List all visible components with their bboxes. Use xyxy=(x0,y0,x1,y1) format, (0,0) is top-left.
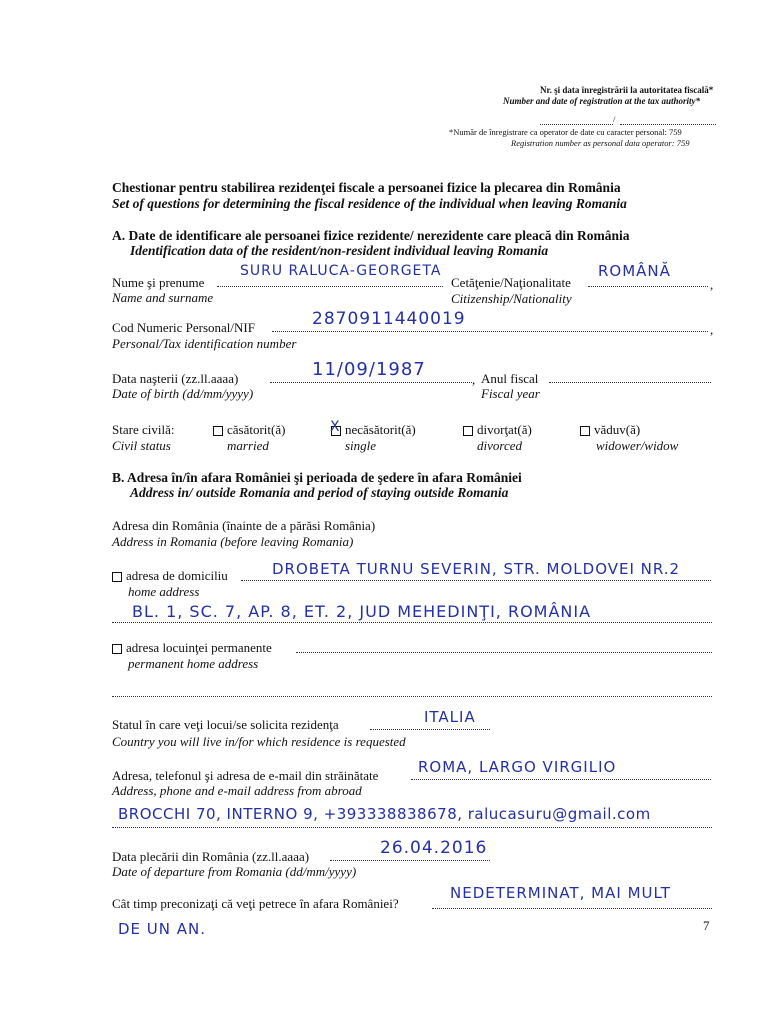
name-handwritten-value: SURU RALUCA-GEORGETA xyxy=(240,263,442,279)
home-address-checkbox[interactable] xyxy=(112,572,122,582)
permanent-address-field-line[interactable] xyxy=(296,652,712,653)
married-label-ro: căsătorit(ă) xyxy=(227,422,286,437)
single-label-en: single xyxy=(345,438,377,453)
fiscal-year-label-en: Fiscal year xyxy=(481,386,540,401)
cnp-handwritten-value: 2870911440019 xyxy=(312,309,466,329)
citizenship-field-line[interactable] xyxy=(588,286,708,287)
section-b-title-ro: B. Adresa în/în afara României şi perioada de şedere în afara României xyxy=(112,470,522,485)
registration-number-field[interactable] xyxy=(540,124,613,125)
abroad-address-handwritten-line1: ROMA, LARGO VIRGILIO xyxy=(418,758,617,776)
dob-label-en: Date of birth (dd/mm/yyyy) xyxy=(112,386,254,401)
name-field-line[interactable] xyxy=(217,286,443,287)
cnp-label-ro: Cod Numeric Personal/NIF xyxy=(112,320,255,335)
abroad-address-label-ro: Adresa, telefonul şi adresa de e-mail din străinătate xyxy=(112,768,379,783)
state-label-en: Country you will live in/for which residence is requested xyxy=(112,734,406,749)
registration-date-separator: / xyxy=(613,114,616,124)
departure-date-label-en: Date of departure from Romania (dd/mm/yyyy) xyxy=(112,864,357,879)
cnp-comma: , xyxy=(710,322,714,337)
citizenship-label-en: Citizenship/Nationality xyxy=(451,291,572,306)
state-handwritten-value: ITALIA xyxy=(424,708,476,726)
married-checkbox[interactable] xyxy=(213,426,223,436)
dob-label-ro: Data naşterii (zz.ll.aaaa) xyxy=(112,371,239,386)
dob-handwritten-value: 11/09/1987 xyxy=(312,359,426,380)
ro-address-label-ro: Adresa din România (înainte de a părăsi România) xyxy=(112,518,376,533)
ro-address-label-en: Address in Romania (before leaving Romania) xyxy=(112,534,354,549)
registration-date-field[interactable] xyxy=(620,124,716,125)
abroad-address-handwritten-line2: BROCCHI 70, INTERNO 9, +393338838678, ralucasuru@gmail.com xyxy=(118,805,651,823)
divorced-label-en: divorced xyxy=(477,438,522,453)
section-b-title-en: Address in/ outside Romania and period of staying outside Romania xyxy=(130,485,509,500)
citizenship-handwritten-value: ROMÂNĂ xyxy=(598,262,671,280)
permanent-address-checkbox[interactable] xyxy=(112,644,122,654)
operator-number-en: Registration number as personal data operator: 759 xyxy=(511,138,690,148)
abroad-address-label-en: Address, phone and e-mail address from abroad xyxy=(112,783,362,798)
widowed-checkbox[interactable] xyxy=(580,426,590,436)
abroad-address-field-line[interactable] xyxy=(411,779,711,780)
widowed-label-ro: văduv(ă) xyxy=(594,422,641,437)
civil-status-label-ro: Stare civilă: xyxy=(112,422,175,437)
civil-status-label-en: Civil status xyxy=(112,438,171,453)
home-address-label-en: home address xyxy=(128,584,200,599)
departure-date-handwritten-value: 26.04.2016 xyxy=(380,838,488,858)
dob-field-line[interactable] xyxy=(270,382,472,383)
time-abroad-handwritten-line1: NEDETERMINAT, MAI MULT xyxy=(450,884,671,902)
form-title-en: Set of questions for determining the fiscal residence of the individual when leaving Romania xyxy=(112,196,627,211)
name-label-en: Name and surname xyxy=(112,290,214,305)
state-label-ro: Statul în care veţi locui/se solicita rezidenţa xyxy=(112,717,339,732)
fiscal-year-field-line[interactable] xyxy=(549,382,711,383)
dob-comma: , xyxy=(472,372,476,387)
single-check-mark: X xyxy=(330,419,340,435)
departure-date-label-ro: Data plecării din România (zz.ll.aaaa) xyxy=(112,849,310,864)
home-address-handwritten-line2: BL. 1, SC. 7, AP. 8, ET. 2, JUD MEHEDINŢI, ROMÂNIA xyxy=(132,602,592,621)
married-label-en: married xyxy=(227,438,269,453)
home-address-label-ro: adresa de domiciliu xyxy=(126,568,228,583)
time-abroad-label-ro: Cât timp preconizaţi că veţi petrece în afara României? xyxy=(112,896,399,911)
state-field-line[interactable] xyxy=(370,729,490,730)
section-a-title-en: Identification data of the resident/non-resident individual leaving Romania xyxy=(130,243,549,258)
home-address-handwritten-line1: DROBETA TURNU SEVERIN, STR. MOLDOVEI NR.2 xyxy=(272,560,681,578)
fiscal-year-label-ro: Anul fiscal xyxy=(481,371,539,386)
abroad-address-field-line2[interactable] xyxy=(112,827,712,828)
page-number: 7 xyxy=(703,918,710,933)
name-label-ro: Nume şi prenume xyxy=(112,275,205,290)
permanent-address-label-en: permanent home address xyxy=(128,656,259,671)
permanent-address-label-ro: adresa locuinţei permanente xyxy=(126,640,272,655)
time-abroad-handwritten-line2: DE UN AN. xyxy=(118,920,207,938)
widowed-label-en: widower/widow xyxy=(596,438,679,453)
operator-number-ro: *Număr de înregistrare ca operator de date cu caracter personal: 759 xyxy=(449,127,682,137)
permanent-address-field-line2[interactable] xyxy=(112,696,712,697)
registration-label-en: Number and date of registration at the tax authority* xyxy=(503,96,701,106)
citizenship-comma: , xyxy=(710,277,714,292)
home-address-field-line[interactable] xyxy=(241,580,711,581)
section-a-title-ro: A. Date de identificare ale persoanei fizice rezidente/ nerezidente care pleacă din România xyxy=(112,228,630,243)
cnp-label-en: Personal/Tax identification number xyxy=(112,336,297,351)
form-title-ro: Chestionar pentru stabilirea rezidenţei fiscale a persoanei fizice la plecarea din România xyxy=(112,180,621,195)
time-abroad-field-line[interactable] xyxy=(432,908,712,909)
departure-date-field-line[interactable] xyxy=(330,860,490,861)
divorced-label-ro: divorţat(ă) xyxy=(477,422,532,437)
divorced-checkbox[interactable] xyxy=(463,426,473,436)
cnp-field-line[interactable] xyxy=(272,331,708,332)
registration-label-ro: Nr. şi data înregistrării la autoritatea fiscală* xyxy=(540,85,714,95)
home-address-field-line2[interactable] xyxy=(112,622,712,623)
single-label-ro: necăsătorit(ă) xyxy=(345,422,416,437)
citizenship-label-ro: Cetăţenie/Naţionalitate xyxy=(451,275,571,290)
